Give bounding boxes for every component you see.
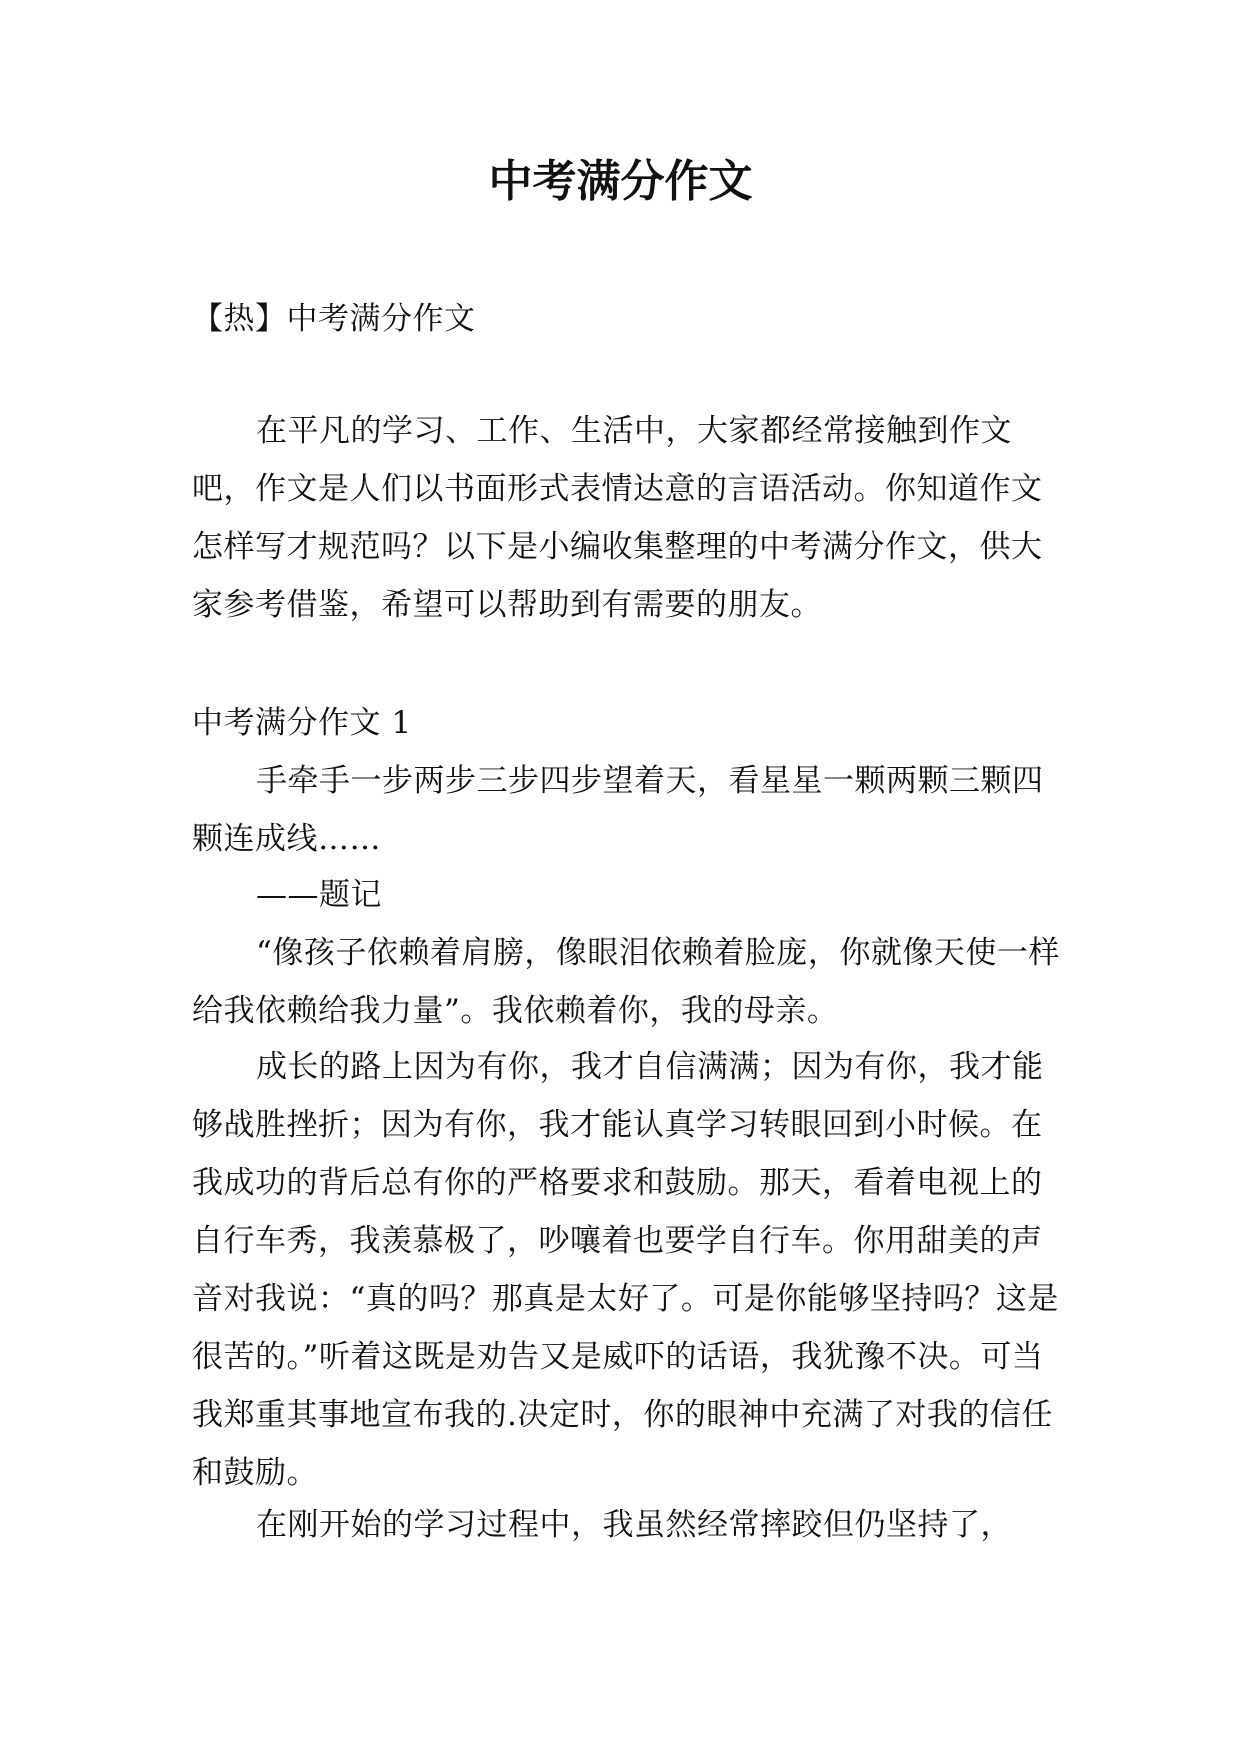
essay-paragraph: 在刚开始的学习过程中，我虽然经常摔跤但仍坚持了，	[256, 1507, 1012, 1543]
essay-paragraph-epigraph: 手牵手一步两步三步四步望着天，看星星一颗两颗三颗四颗连成线……	[192, 763, 1044, 857]
page-title: 中考满分作文	[488, 156, 753, 207]
essay-paragraph: “像孩子依赖着肩膀，像眼泪依赖着脸庞，你就像天使一样给我依赖给我力量”。我依赖着你，我的母亲。	[192, 935, 1060, 1029]
essay-paragraph: 成长的路上因为有你，我才自信满满；因为有你，我才能够战胜挫折；因为有你，我才能认真学习转眼回到小时候。在我成功的背后总有你的严格要求和鼓励。那天，看着电视上的自行车秀，我羡慕极了，吵嚷着也要学自行车。你用甜美的声音对我说：“真的吗？那真是太好了。可是你能够坚持吗？这是很苦的。”听着这既是劝告又是威吓的话语，我犹豫不决。可当我郑重其事地宣布我的.决定时，你的眼神中充满了对我的信任和鼓励。	[192, 1049, 1059, 1491]
essay-heading: 中考满分作文 1	[192, 705, 412, 741]
intro-paragraph: 在平凡的学习、工作、生活中，大家都经常接触到作文吧，作文是人们以书面形式表情达意的言语活动。你知道作文怎样写才规范吗？以下是小编收集整理的中考满分作文，供大家参考借鉴，希望可以帮助到有需要的朋友。	[192, 413, 1043, 623]
essay-paragraph-attribution: ——题记	[256, 877, 382, 913]
document-subtitle: 【热】中考满分作文	[192, 301, 476, 337]
